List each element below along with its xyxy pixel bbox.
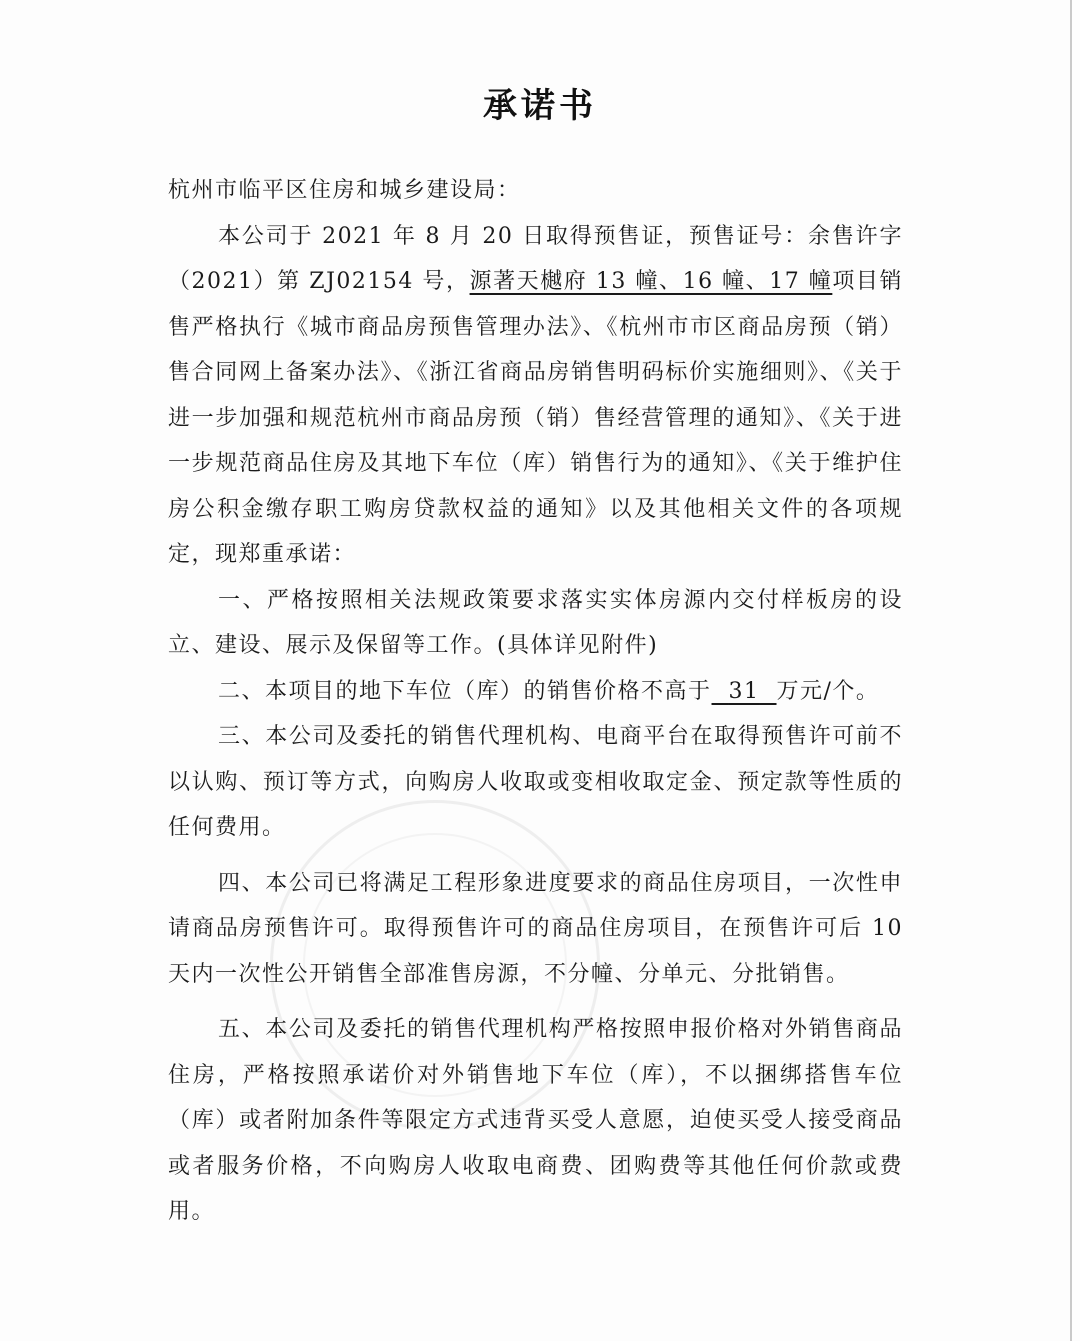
item-3: 三、本公司及委托的销售代理机构、电商平台在取得预售许可前不以认购、预订等方式，向购房人收取或变相收取定金、预定款等性质的任何费用。 (168, 724, 903, 840)
intro-part2: 项目销售严格执行《城市商品房预售管理办法》、《杭州市市区商品房预（销）售合同网上备案办法》、《浙江省商品房销售明码标价实施细则》、《关于进一步加强和规范杭州市商品房预（销）售经营管理的通知》、《关于进一步规范商品住房及其地下车位（库）销售行为的通知》、《关于维护住房公积金缴存职工购房贷款权益的通知》以及其他相关文件的各项规定，现郑重承诺： (168, 269, 903, 567)
item-2-prefix: 二、本项目的地下车位（库）的销售价格不高于 (218, 678, 712, 704)
project-name: 源著天樾府 13 幢、16 幢、17 幢 (469, 269, 833, 294)
scan-edge (1070, 0, 1072, 1341)
item-2-suffix: 万元/个。 (776, 678, 880, 704)
intro-paragraph (168, 214, 903, 578)
item-2 (168, 669, 903, 715)
paragraph-gap (168, 851, 903, 861)
item-4: 四、本公司已将满足工程形象进度要求的商品住房项目，一次性申请商品房预售许可。取得预售许可的商品住房项目，在预售许可后 10 天内一次性公开销售全部准售房源，不分幢、分单元、分批销售。 (168, 870, 903, 987)
item-1: 一、严格按照相关法规政策要求落实实体房源内交付样板房的设立、建设、展示及保留等工作。(具体详见附件) (168, 587, 903, 658)
intro-part1: 本公司于 2021 年 8 月 20 日取得预售证，预售证号：余售许字（2021）第 ZJ02154 号， (168, 223, 903, 294)
document-body (168, 168, 903, 1235)
document-title: 承诺书 (483, 86, 597, 126)
parking-price-value: 31 (728, 678, 760, 704)
paragraph-gap (168, 997, 903, 1007)
item-5: 五、本公司及委托的销售代理机构严格按照申报价格对外销售商品住房，严格按照承诺价对外销售地下车位（库），不以捆绑搭售车位（库）或者附加条件等限定方式违背买受人意愿，迫使买受人接受商品或者服务价格，不向购房人收取电商费、团购费等其他任何价款或费用。 (168, 1017, 903, 1224)
addressee: 杭州市临平区住房和城乡建设局： (168, 178, 521, 203)
parking-price (712, 679, 777, 704)
